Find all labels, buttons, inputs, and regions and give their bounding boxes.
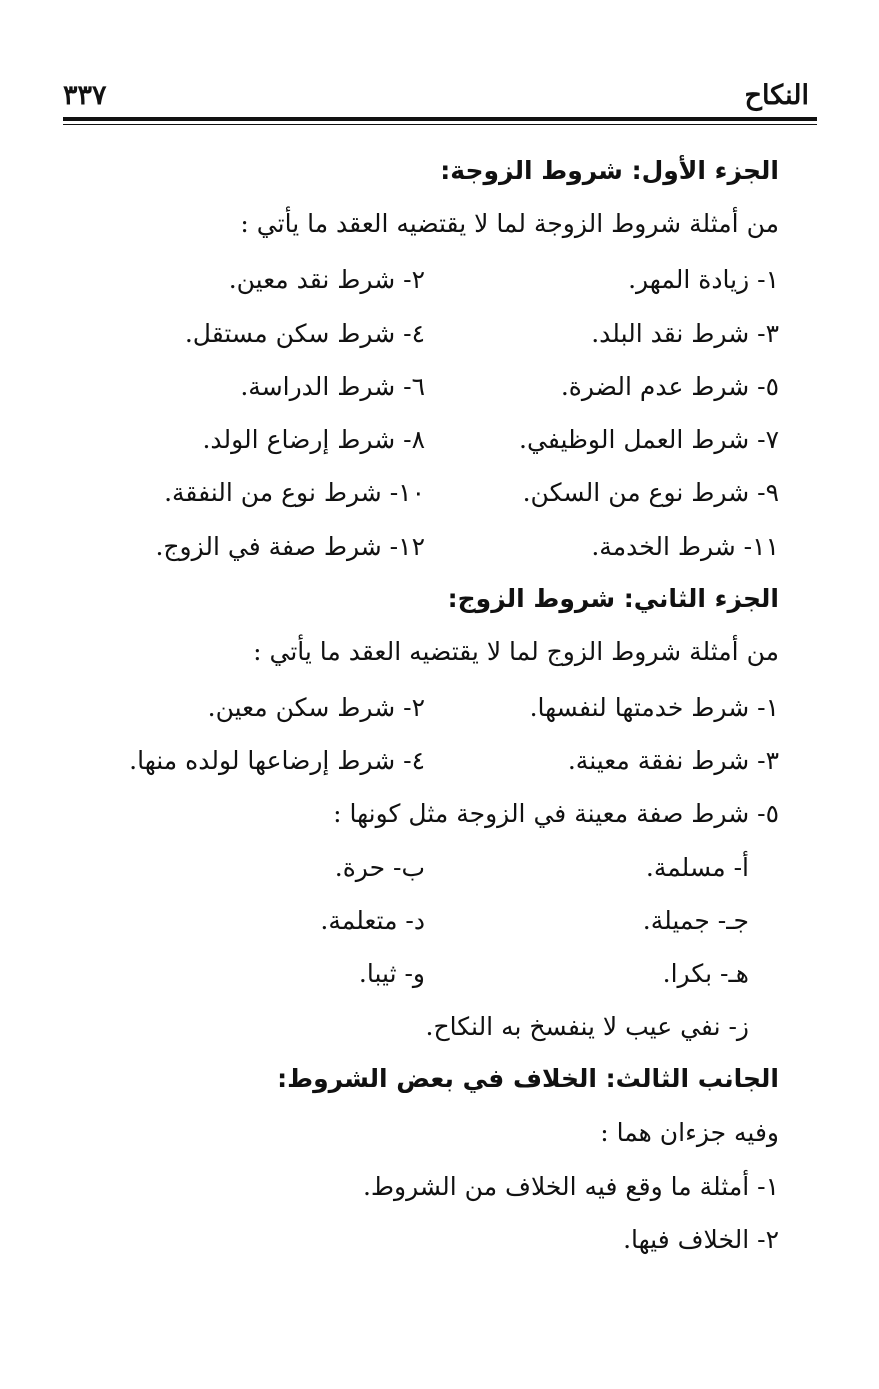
intro-text: من أمثلة شروط الزوج لما لا يقتضيه العقد ما يأتي : xyxy=(253,637,779,666)
list-item: ٥- شرط عدم الضرة. xyxy=(560,372,779,401)
header-rule-thin xyxy=(63,124,817,125)
list-item: ٤- شرط سكن مستقل. xyxy=(184,319,425,348)
page-number: ٣٣٧ xyxy=(63,80,107,111)
list-item: ١- أمثلة ما وقع فيه الخلاف من الشروط. xyxy=(362,1172,779,1201)
sub-list-item: ز- نفي عيب لا ينفسخ به النكاح. xyxy=(425,1012,749,1041)
sub-list-item: جـ- جميلة. xyxy=(642,906,749,935)
list-item: ٥- شرط صفة معينة في الزوجة مثل كونها : xyxy=(333,799,779,828)
list-item: ٨- شرط إرضاع الولد. xyxy=(202,425,425,454)
list-item: ٤- شرط إرضاعها لولده منها. xyxy=(129,746,425,775)
list-item: ٦- شرط الدراسة. xyxy=(240,372,425,401)
list-item: ١- زيادة المهر. xyxy=(628,265,779,294)
list-item: ٣- شرط نقد البلد. xyxy=(591,319,779,348)
list-item: ٢- شرط سكن معين. xyxy=(207,693,425,722)
list-item: ٧- شرط العمل الوظيفي. xyxy=(519,425,779,454)
sub-list-item: ب- حرة. xyxy=(334,853,425,882)
list-item: ٢- الخلاف فيها. xyxy=(623,1225,779,1254)
sub-list-item: أ- مسلمة. xyxy=(645,853,749,882)
list-item: ٩- شرط نوع من السكن. xyxy=(522,478,779,507)
intro-text: من أمثلة شروط الزوجة لما لا يقتضيه العقد ما يأتي : xyxy=(240,209,779,238)
section-heading: الجانب الثالث: الخلاف في بعض الشروط: xyxy=(277,1064,779,1093)
section-heading: الجزء الأول: شروط الزوجة: xyxy=(440,156,779,185)
list-item: ١٢- شرط صفة في الزوج. xyxy=(155,532,425,561)
intro-text: وفيه جزءان هما : xyxy=(600,1118,779,1147)
section-heading: الجزء الثاني: شروط الزوج: xyxy=(447,584,779,613)
header-rule xyxy=(63,117,817,121)
list-item: ١- شرط خدمتها لنفسها. xyxy=(529,693,779,722)
sub-list-item: هـ- بكرا. xyxy=(662,959,749,988)
list-item: ٢- شرط نقد معين. xyxy=(228,265,425,294)
list-item: ١٠- شرط نوع من النفقة. xyxy=(164,478,425,507)
list-item: ١١- شرط الخدمة. xyxy=(591,532,779,561)
chapter-title: النكاح xyxy=(744,80,809,111)
list-item: ٣- شرط نفقة معينة. xyxy=(567,746,779,775)
sub-list-item: د- متعلمة. xyxy=(320,906,425,935)
sub-list-item: و- ثيبا. xyxy=(358,959,425,988)
